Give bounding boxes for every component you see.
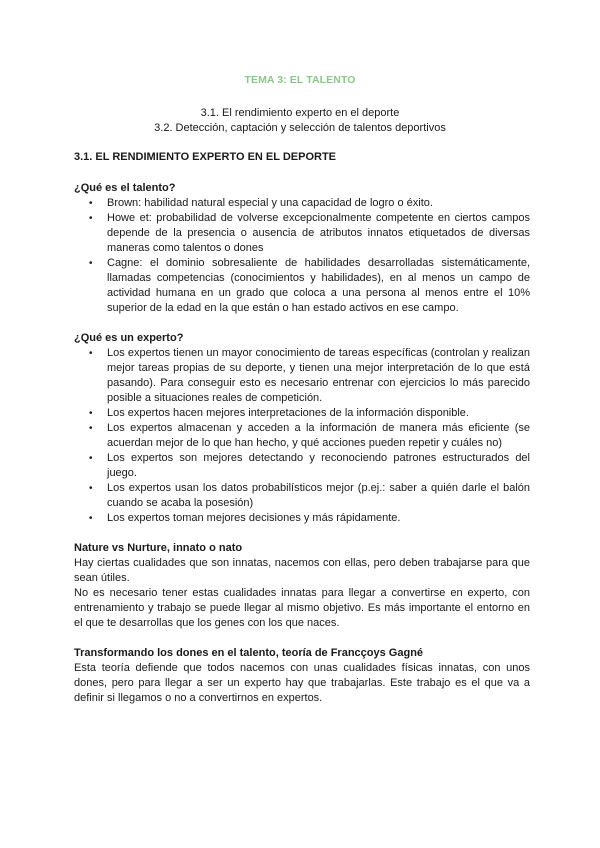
list-item: • Brown: habilidad natural especial y una capacidad de logro o éxito. <box>74 196 530 211</box>
paragraph: No es necesario tener estas cualidades innatas para llegar a convertirse en experto, con entrenamiento y trabajo se puede llegar al mismo objetivo. Es más importante el entorno en el que te desarrollas que los genes con los que naces. <box>74 587 530 629</box>
list-item: • Los expertos toman mejores decisiones y más rápidamente. <box>74 511 530 526</box>
table-of-contents <box>0 106 600 136</box>
list-item: • Los expertos son mejores detectando y reconociendo patrones estructurados del juego. <box>74 451 530 481</box>
paragraph: Esta teoría defiende que todos nacemos con unas cualidades físicas innatas, con unos dones, pero para llegar a ser un experto hay que trabajarlas. Este trabajo es el que va a definir si llegamos o no a convertirnos en expertos. <box>74 662 530 704</box>
list-item: • Los expertos hacen mejores interpretaciones de la información disponible. <box>74 406 530 421</box>
list-item: • Cagne: el dominio sobresaliente de habilidades desarrolladas sistemáticamente, llamadas competencias (conocimientos y habilidades), en al menos un campo de actividad humana en un grado que coloca a una persona al menos entre el 10% superior de la edad en la que están o han estado activos en ese campo. <box>74 256 530 316</box>
nature-heading: Nature vs Nurture, innato o nato <box>74 542 243 554</box>
talent-list <box>74 196 530 316</box>
expert-list <box>74 346 530 526</box>
list-item: • Howe et: probabilidad de volverse excepcionalmente competente en ciertos campos depende de la presencia o ausencia de atributos innatos etiquetados de diversas maneras como talentos o dones <box>74 211 530 256</box>
list-item: • Los expertos almacenan y acceden a la información de manera más eficiente (se acuerdan mejor de lo que han hecho, y qué acciones pueden repetir y cuáles no) <box>74 421 530 451</box>
expert-heading: ¿Qué es un experto? <box>74 332 184 344</box>
toc-item: 3.2. Detección, captación y selección de talentos deportivos <box>154 122 446 134</box>
talent-heading: ¿Qué es el talento? <box>74 182 176 194</box>
paragraph: Hay ciertas cualidades que son innatas, nacemos con ellas, pero deben trabajarse para que sean útiles. <box>74 557 530 584</box>
list-item: • Los expertos usan los datos probabilísticos mejor (p.ej.: saber a quién darle el balón cuando se acaba la posesión) <box>74 481 530 511</box>
document-title: TEMA 3: EL TALENTO <box>244 74 356 86</box>
list-item: • Los expertos tienen un mayor conocimiento de tareas específicas (controlan y realizan mejor tareas propias de su deporte, y tienen una mejor interpretación de lo que está pasando). Para conseguir esto es necesario entrenar con ejercicios lo más parecido posible a situaciones reales de competición. <box>74 346 530 406</box>
gagne-heading: Transformando los dones en el talento, teoría de Francçoys Gagné <box>74 647 424 659</box>
section-heading: 3.1. EL RENDIMIENTO EXPERTO EN EL DEPORTE <box>74 151 337 163</box>
document-body <box>74 150 530 706</box>
toc-item: 3.1. El rendimiento experto en el deporte <box>200 107 400 119</box>
